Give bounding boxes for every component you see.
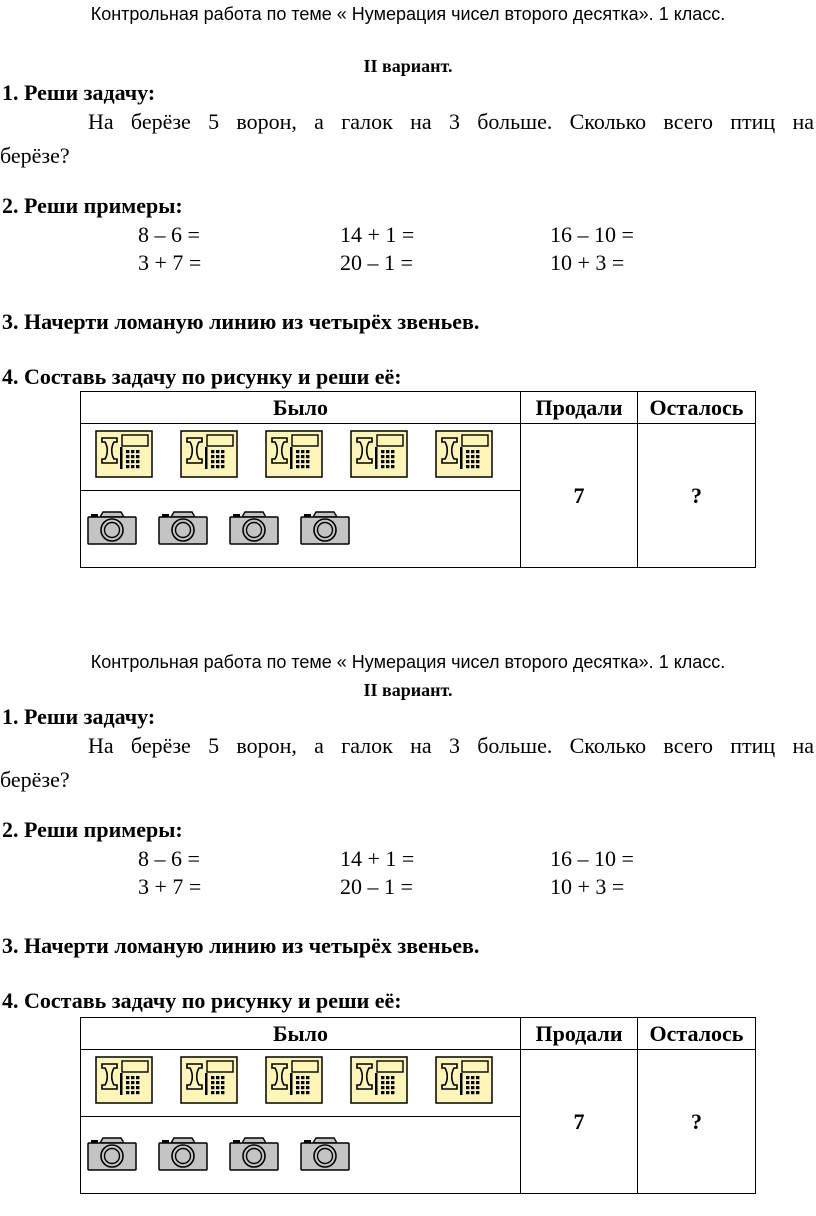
col-header-was: Было bbox=[81, 392, 521, 424]
example-6: 10 + 3 = bbox=[550, 874, 625, 899]
example-1: 8 – 6 = bbox=[138, 222, 200, 247]
col-header-left: Осталось bbox=[638, 1018, 756, 1050]
phone-icon bbox=[265, 1056, 323, 1110]
phone-icon bbox=[350, 430, 408, 484]
task1-title: 1. Реши задачу: bbox=[2, 704, 156, 729]
col-header-sold: Продали bbox=[521, 392, 638, 424]
example-2: 14 + 1 = bbox=[340, 846, 415, 871]
phone-icon bbox=[95, 1056, 153, 1110]
example-1: 8 – 6 = bbox=[138, 846, 200, 871]
phone-icon bbox=[435, 430, 493, 484]
camera-icon bbox=[229, 1133, 279, 1177]
phone-icon bbox=[180, 1056, 238, 1110]
phones-row bbox=[81, 1050, 520, 1116]
worksheet-header: Контрольная работа по теме « Нумерация чисел второго десятка». 1 класс. bbox=[90, 4, 726, 24]
example-5: 20 – 1 = bbox=[340, 874, 413, 899]
example-3: 16 – 10 = bbox=[550, 846, 634, 871]
variant-label: II вариант. bbox=[363, 680, 453, 700]
camera-icon bbox=[229, 507, 279, 551]
task1-line1: На берёзе 5 ворон, а галок на 3 больше. Сколько всего птиц на bbox=[88, 109, 814, 134]
sold-value: 7 bbox=[521, 1050, 638, 1194]
example-4: 3 + 7 = bbox=[138, 874, 202, 899]
task4-title: 4. Составь задачу по рисунку и реши её: bbox=[2, 364, 402, 389]
picture-table bbox=[80, 391, 756, 568]
phones-row bbox=[81, 424, 520, 490]
phone-icon bbox=[180, 430, 238, 484]
col-header-sold: Продали bbox=[521, 1018, 638, 1050]
phone-icon bbox=[265, 430, 323, 484]
cameras-row bbox=[81, 1117, 520, 1193]
phone-icon bbox=[95, 430, 153, 484]
task1-line1: На берёзе 5 ворон, а галок на 3 больше. Сколько всего птиц на bbox=[88, 733, 814, 758]
task3-title: 3. Начерти ломаную линию из четырёх звеньев. bbox=[2, 309, 480, 334]
example-3: 16 – 10 = bbox=[550, 222, 634, 247]
col-header-was: Было bbox=[81, 1018, 521, 1050]
phone-icon bbox=[435, 1056, 493, 1110]
camera-icon bbox=[300, 507, 350, 551]
cameras-cell bbox=[81, 491, 521, 568]
example-6: 10 + 3 = bbox=[550, 250, 625, 275]
left-value: ? bbox=[638, 424, 756, 568]
camera-icon bbox=[300, 1133, 350, 1177]
task2-title: 2. Реши примеры: bbox=[2, 817, 183, 842]
task1-problem bbox=[0, 729, 814, 797]
sold-value: 7 bbox=[521, 424, 638, 568]
cameras-row bbox=[81, 491, 520, 567]
camera-icon bbox=[158, 507, 208, 551]
variant-label: II вариант. bbox=[363, 56, 453, 76]
phones-cell bbox=[81, 1050, 521, 1117]
task2-title: 2. Реши примеры: bbox=[2, 193, 183, 218]
example-4: 3 + 7 = bbox=[138, 250, 202, 275]
task1-problem bbox=[0, 105, 814, 173]
camera-icon bbox=[87, 507, 137, 551]
task1-line2: берёзе? bbox=[0, 143, 70, 168]
worksheet-header: Контрольная работа по теме « Нумерация чисел второго десятка». 1 класс. bbox=[90, 652, 726, 672]
task1-line2: берёзе? bbox=[0, 767, 70, 792]
task1-title: 1. Реши задачу: bbox=[2, 80, 156, 105]
camera-icon bbox=[158, 1133, 208, 1177]
camera-icon bbox=[87, 1133, 137, 1177]
task3-title: 3. Начерти ломаную линию из четырёх звеньев. bbox=[2, 933, 480, 958]
picture-table bbox=[80, 1017, 756, 1194]
left-value: ? bbox=[638, 1050, 756, 1194]
cameras-cell bbox=[81, 1117, 521, 1194]
phone-icon bbox=[350, 1056, 408, 1110]
example-2: 14 + 1 = bbox=[340, 222, 415, 247]
task4-title: 4. Составь задачу по рисунку и реши её: bbox=[2, 988, 402, 1013]
col-header-left: Осталось bbox=[638, 392, 756, 424]
phones-cell bbox=[81, 424, 521, 491]
example-5: 20 – 1 = bbox=[340, 250, 413, 275]
